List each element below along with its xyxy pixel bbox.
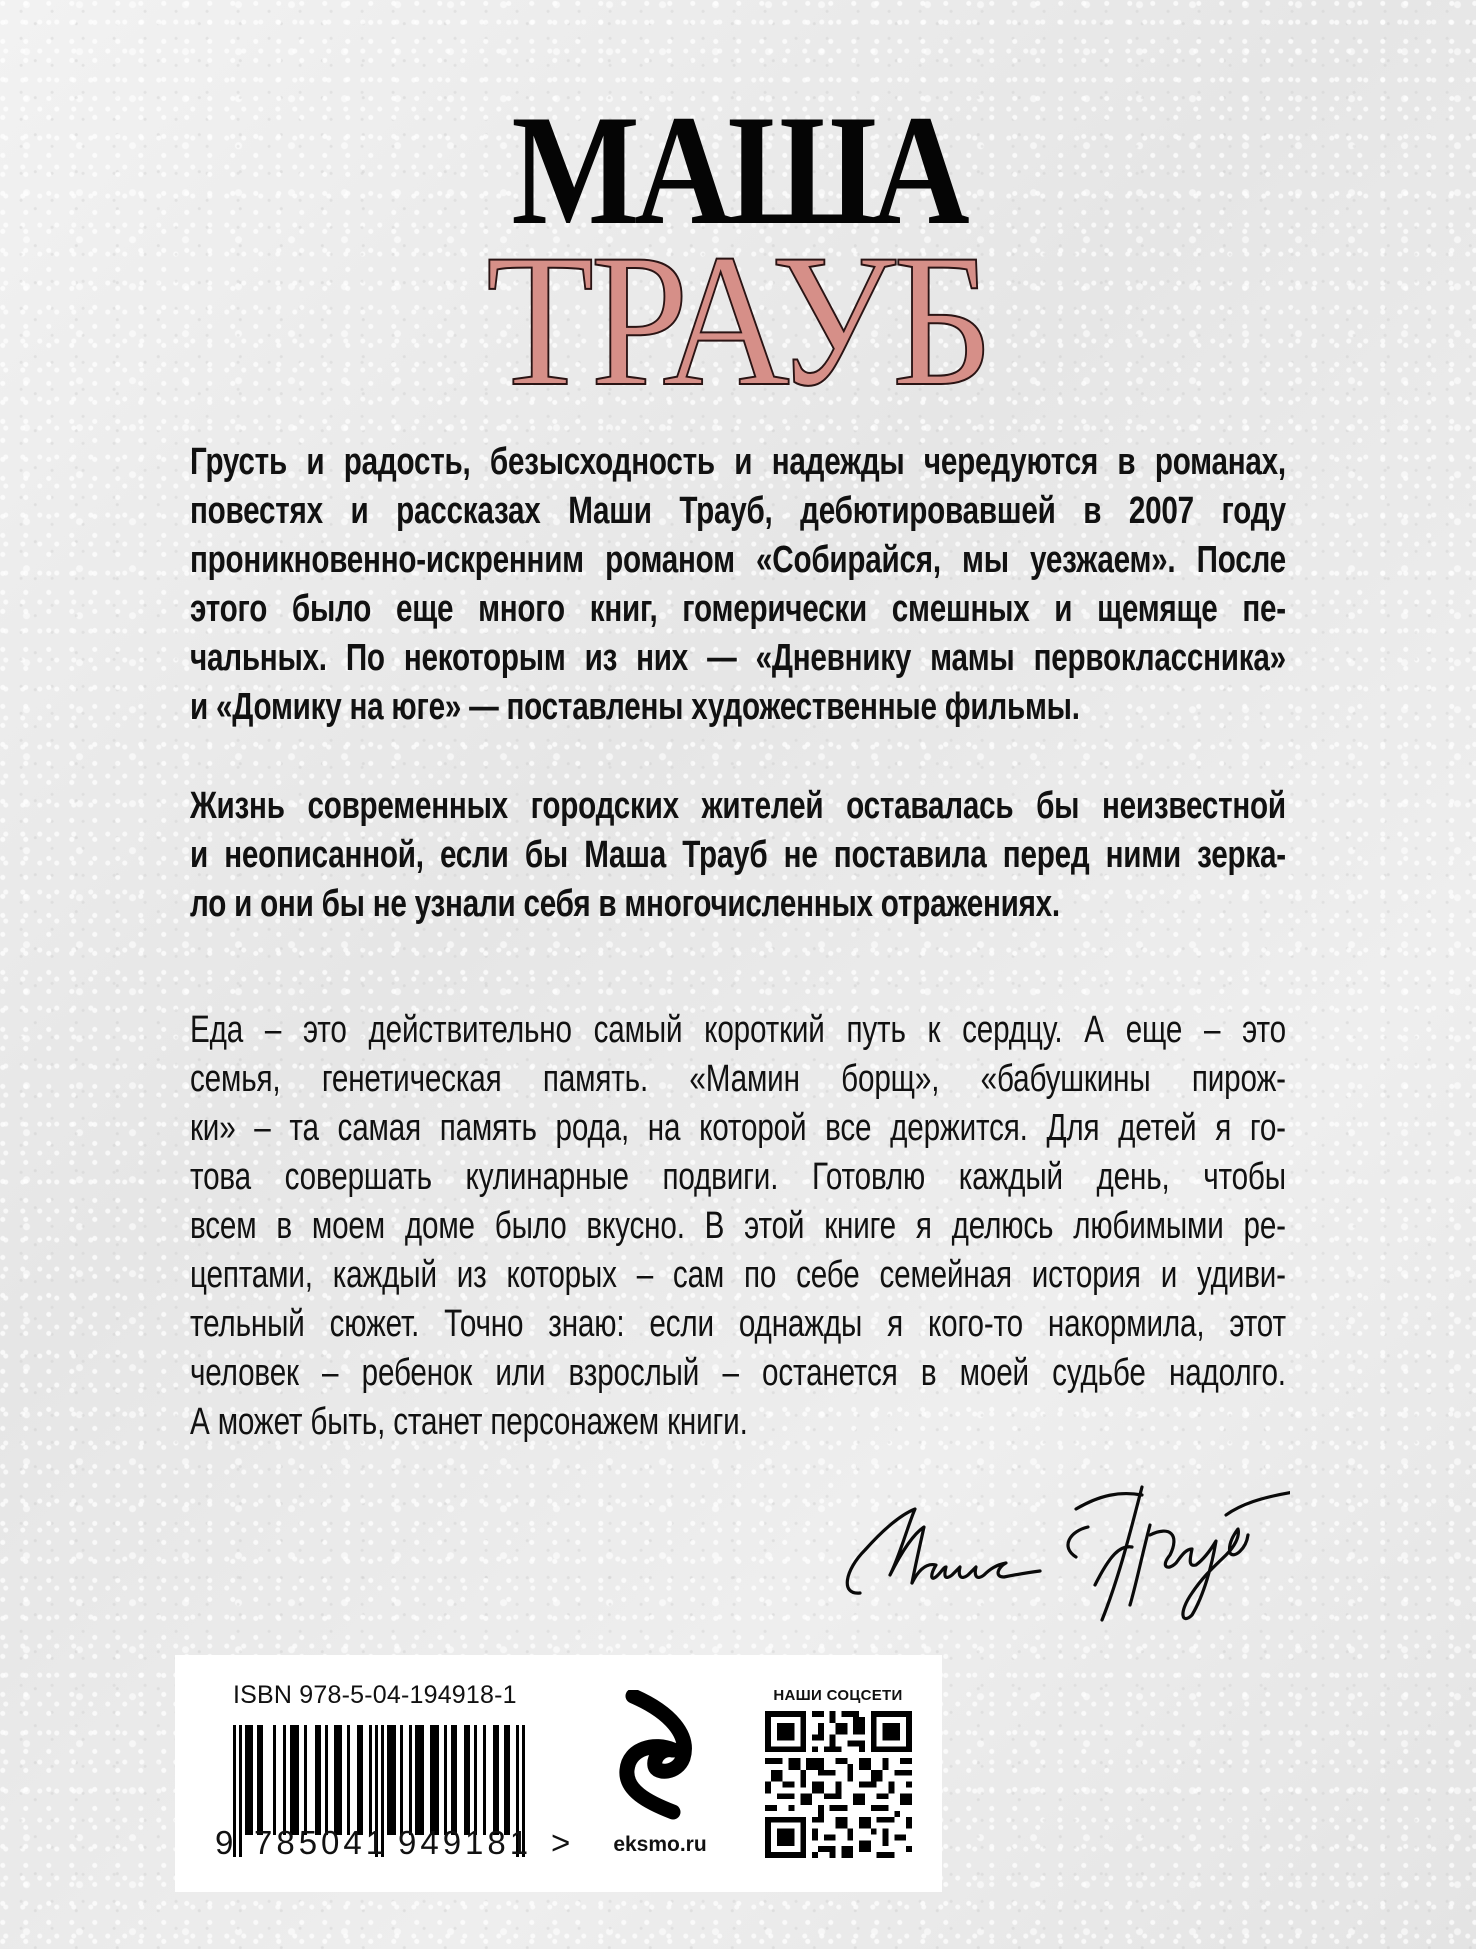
text-line: человек – ребенок или взрослый – останется в моей судьбе надолго. xyxy=(190,1352,1286,1394)
text-line: тельный сюжет. Точно знаю: если однажды я кого-то накормила, этот xyxy=(190,1303,1286,1345)
author-last-name: ТРАУБ xyxy=(486,216,990,426)
isbn-publisher-box xyxy=(175,1655,942,1892)
text-line: ло и они бы не узнали себя в многочисленных отражениях. xyxy=(190,883,1060,925)
text-line: всем в моем доме было вкусно. В этой книге я делюсь любимыми ре- xyxy=(190,1205,1286,1247)
text-line: чальных. По некоторым из них — «Дневнику мамы первоклассника» xyxy=(190,637,1286,679)
annotation-paragraph-2 xyxy=(190,782,1286,929)
text-line: проникновенно-искренним романом «Собирайся, мы уезжаем». После xyxy=(190,539,1286,581)
publisher-url: eksmo.ru xyxy=(613,1833,707,1856)
text-line: и неописанной, если бы Маша Трауб не поставила перед ними зерка- xyxy=(190,834,1286,876)
annotation-paragraph-1 xyxy=(190,438,1286,732)
author-first-name: МАША xyxy=(511,83,965,258)
text-line: Грусть и радость, безысходность и надежды чередуются в романах, xyxy=(190,441,1286,483)
qr-code-icon xyxy=(765,1711,912,1858)
text-line: Жизнь современных городских жителей оставалась бы неизвестной xyxy=(190,785,1286,827)
eksmo-logo-icon xyxy=(615,1690,705,1820)
text-line: А может быть, станет персонажем книги. xyxy=(190,1401,748,1443)
text-line: и «Домику на юге» — поставлены художественные фильмы. xyxy=(190,686,1080,728)
text-line: това совершать кулинарные подвиги. Готовлю каждый день, чтобы xyxy=(190,1156,1286,1198)
social-label: НАШИ СОЦСЕТИ xyxy=(773,1687,903,1704)
barcode-digit-group-2: 949181 xyxy=(398,1824,533,1861)
text-line: повестях и рассказах Маши Трауб, дебютировавшей в 2007 году xyxy=(190,490,1286,532)
signature-icon xyxy=(820,1475,1290,1625)
text-line: семья, генетическая память. «Мамин борщ», «бабушкины пирож- xyxy=(190,1058,1286,1100)
text-line: ки» – та самая память рода, на которой все держится. Для детей я го- xyxy=(190,1107,1286,1149)
barcode-digit-prefix: 9 xyxy=(215,1824,234,1861)
text-line: цептами, каждый из которых – сам по себе семейная история и удиви- xyxy=(190,1254,1286,1296)
text-line: этого было еще много книг, гомерически смешных и щемяще пе- xyxy=(190,588,1286,630)
barcode-digit-suffix: > xyxy=(551,1824,571,1861)
author-quote-paragraph xyxy=(190,1006,1286,1447)
isbn-label: ISBN 978-5-04-194918-1 xyxy=(233,1681,517,1709)
text-line: Еда – это действительно самый короткий путь к сердцу. А еще – это xyxy=(190,1009,1286,1051)
barcode-digit-group-1: 785041 xyxy=(254,1824,389,1861)
